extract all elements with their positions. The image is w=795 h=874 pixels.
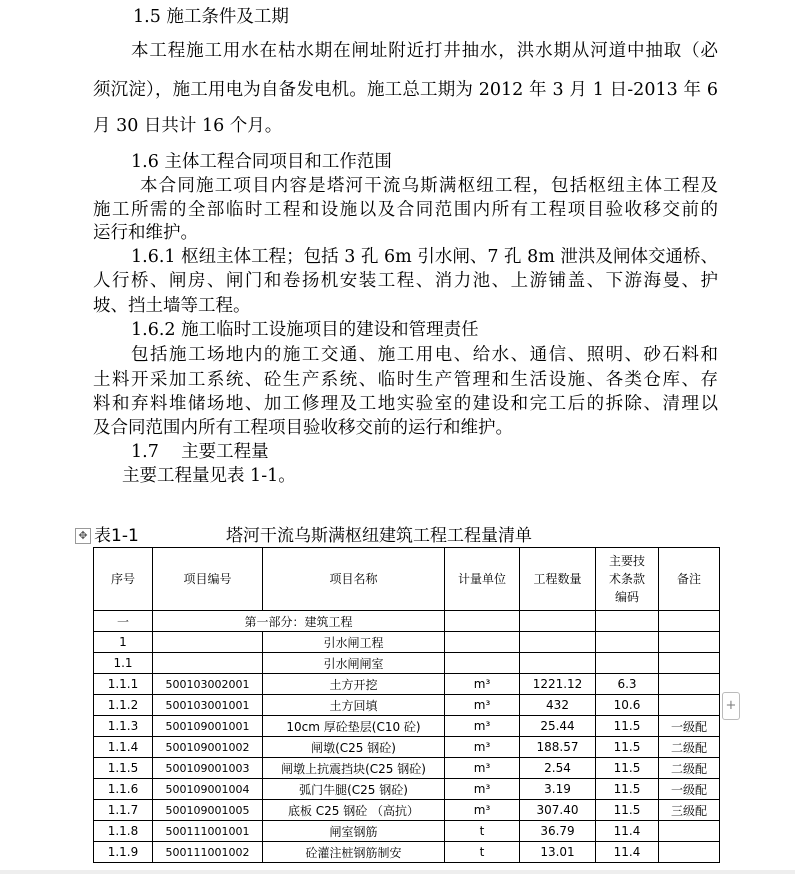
add-row-plus-icon[interactable]: + bbox=[722, 692, 740, 720]
cell: 1.1.1 bbox=[94, 674, 153, 695]
header-cell: 项目编号 bbox=[153, 548, 263, 611]
cell: 25.44 bbox=[520, 716, 596, 737]
cell bbox=[659, 842, 720, 863]
header-cell: 主要技术条款编码 bbox=[596, 548, 659, 611]
cell: 11.5 bbox=[596, 758, 659, 779]
heading-1-7: 1.7 主要工程量 bbox=[131, 442, 269, 462]
cell bbox=[659, 632, 720, 653]
cell: 1221.12 bbox=[520, 674, 596, 695]
cell: t bbox=[445, 842, 520, 863]
cell: m³ bbox=[445, 695, 520, 716]
cell: 500109001005 bbox=[153, 800, 263, 821]
header-cell: 工程数量 bbox=[520, 548, 596, 611]
para-line: 料和弃料堆储场地、加工修理及工地实验室的建设和完工后的拆除、清理以 bbox=[93, 394, 718, 414]
table-row bbox=[94, 800, 720, 821]
header-cell: 序号 bbox=[94, 548, 153, 611]
cell: 500103002001 bbox=[153, 674, 263, 695]
cell: 1.1.5 bbox=[94, 758, 153, 779]
cell: 10.6 bbox=[596, 695, 659, 716]
cell: 307.40 bbox=[520, 800, 596, 821]
heading-1-6: 1.6 主体工程合同项目和工作范围 bbox=[131, 152, 392, 172]
cell: 闸墩(C25 钢砼) bbox=[263, 737, 445, 758]
cell: 1.1.8 bbox=[94, 821, 153, 842]
cell: 11.5 bbox=[596, 716, 659, 737]
cell: m³ bbox=[445, 716, 520, 737]
cell: 土方开挖 bbox=[263, 674, 445, 695]
cell: 二级配 bbox=[659, 737, 720, 758]
cell: 一级配 bbox=[659, 779, 720, 800]
cell bbox=[659, 653, 720, 674]
cell: 一级配 bbox=[659, 716, 720, 737]
cell: 500111001001 bbox=[153, 821, 263, 842]
cell: 500109001004 bbox=[153, 779, 263, 800]
table-title: 塔河干流乌斯满枢纽建筑工程工程量清单 bbox=[226, 526, 532, 546]
cell: 三级配 bbox=[659, 800, 720, 821]
cell: 一 bbox=[94, 611, 153, 632]
quantity-table bbox=[93, 547, 720, 863]
cell: 闸墩上抗震挡块(C25 钢砼) bbox=[263, 758, 445, 779]
table-row bbox=[94, 779, 720, 800]
para-line: 土料开采加工系统、砼生产系统、临时生产管理和生活设施、各类仓库、存 bbox=[93, 370, 718, 390]
cell bbox=[596, 632, 659, 653]
cell: t bbox=[445, 821, 520, 842]
cell bbox=[520, 611, 596, 632]
para-line: 坡、挡土墙等工程。 bbox=[93, 296, 251, 316]
cell: 闸室钢筋 bbox=[263, 821, 445, 842]
cell: 底板 C25 钢砼 （高抗） bbox=[263, 800, 445, 821]
table-row bbox=[94, 653, 720, 674]
heading-1-6-2: 1.6.2 施工临时工设施项目的建设和管理责任 bbox=[131, 320, 479, 340]
cell: 1.1.6 bbox=[94, 779, 153, 800]
cell: 1.1.2 bbox=[94, 695, 153, 716]
cell: 1.1.7 bbox=[94, 800, 153, 821]
para-line: 主要工程量见表 1-1。 bbox=[122, 466, 296, 486]
cell: 1.1 bbox=[94, 653, 153, 674]
cell: 11.4 bbox=[596, 821, 659, 842]
cell: 11.4 bbox=[596, 842, 659, 863]
cell: 弧门牛腿(C25 钢砼) bbox=[263, 779, 445, 800]
cell: 第一部分：建筑工程 bbox=[153, 611, 445, 632]
table-row bbox=[94, 674, 720, 695]
cell: 188.57 bbox=[520, 737, 596, 758]
para-line: 包括施工场地内的施工交通、施工用电、给水、通信、照明、砂石料和 bbox=[131, 345, 718, 365]
cell: 引水闸工程 bbox=[263, 632, 445, 653]
table-label: 表1-1 bbox=[94, 526, 139, 546]
cell: 500103001001 bbox=[153, 695, 263, 716]
cell bbox=[596, 653, 659, 674]
cell: 11.5 bbox=[596, 800, 659, 821]
para-line: 及合同范围内所有工程项目验收移交前的运行和维护。 bbox=[93, 418, 513, 438]
cell bbox=[520, 653, 596, 674]
section-row bbox=[94, 611, 720, 632]
para-line: 本工程施工用水在枯水期在闸址附近打井抽水，洪水期从河道中抽取（必 bbox=[131, 41, 718, 61]
table-row bbox=[94, 842, 720, 863]
para-line: 本合同施工项目内容是塔河干流乌斯满枢纽工程，包括枢纽主体工程及 bbox=[140, 176, 718, 196]
cell: 6.3 bbox=[596, 674, 659, 695]
cell: m³ bbox=[445, 800, 520, 821]
bottom-bar bbox=[0, 870, 795, 874]
cell bbox=[153, 632, 263, 653]
cell bbox=[659, 674, 720, 695]
header-cell: 备注 bbox=[659, 548, 720, 611]
cell bbox=[659, 821, 720, 842]
para-line: 运行和维护。 bbox=[93, 223, 198, 243]
cell: 1.1.3 bbox=[94, 716, 153, 737]
para-line: 月 30 日共计 16 个月。 bbox=[93, 116, 283, 136]
cell: m³ bbox=[445, 674, 520, 695]
cell: 500111001002 bbox=[153, 842, 263, 863]
table-header-row bbox=[94, 548, 720, 611]
cell: 1.1.9 bbox=[94, 842, 153, 863]
cell: 10cm 厚砼垫层(C10 砼) bbox=[263, 716, 445, 737]
table-row bbox=[94, 632, 720, 653]
para-line: 1.6.1 枢纽主体工程；包括 3 孔 6m 引水闸、7 孔 8m 泄洪及闸体交通桥、 bbox=[131, 247, 718, 267]
cell: 土方回填 bbox=[263, 695, 445, 716]
table-row bbox=[94, 695, 720, 716]
header-cell: 计量单位 bbox=[445, 548, 520, 611]
cell: 2.54 bbox=[520, 758, 596, 779]
para-line: 须沉淀），施工用电为自备发电机。施工总工期为 2012 年 3 月 1 日-2013 年 6 bbox=[93, 80, 718, 100]
cell bbox=[596, 611, 659, 632]
cell: 11.5 bbox=[596, 779, 659, 800]
header-cell: 项目名称 bbox=[263, 548, 445, 611]
heading-1-5: 1.5 施工条件及工期 bbox=[133, 7, 289, 27]
cell: 36.79 bbox=[520, 821, 596, 842]
cell: 3.19 bbox=[520, 779, 596, 800]
cell: m³ bbox=[445, 758, 520, 779]
table-row bbox=[94, 716, 720, 737]
cell: 432 bbox=[520, 695, 596, 716]
para-line: 人行桥、闸房、闸门和卷扬机安装工程、消力池、上游铺盖、下游海曼、护 bbox=[93, 271, 718, 291]
cell: m³ bbox=[445, 779, 520, 800]
cell bbox=[445, 611, 520, 632]
cell: 500109001002 bbox=[153, 737, 263, 758]
cell: 13.01 bbox=[520, 842, 596, 863]
table-row bbox=[94, 821, 720, 842]
cell: 500109001001 bbox=[153, 716, 263, 737]
cell bbox=[445, 632, 520, 653]
cell: 1 bbox=[94, 632, 153, 653]
table-move-handle-icon[interactable]: ✥ bbox=[75, 528, 91, 544]
cell: 1.1.4 bbox=[94, 737, 153, 758]
cell bbox=[659, 695, 720, 716]
cell: 砼灌注桩钢筋制安 bbox=[263, 842, 445, 863]
table-row bbox=[94, 737, 720, 758]
cell: 500109001003 bbox=[153, 758, 263, 779]
table-row bbox=[94, 758, 720, 779]
para-line: 施工所需的全部临时工程和设施以及合同范围内所有工程项目验收移交前的 bbox=[93, 200, 718, 220]
cell bbox=[659, 611, 720, 632]
cell bbox=[445, 653, 520, 674]
cell: 引水闸闸室 bbox=[263, 653, 445, 674]
cell: 11.5 bbox=[596, 737, 659, 758]
cell: 二级配 bbox=[659, 758, 720, 779]
cell: m³ bbox=[445, 737, 520, 758]
cell bbox=[520, 632, 596, 653]
cell bbox=[153, 653, 263, 674]
